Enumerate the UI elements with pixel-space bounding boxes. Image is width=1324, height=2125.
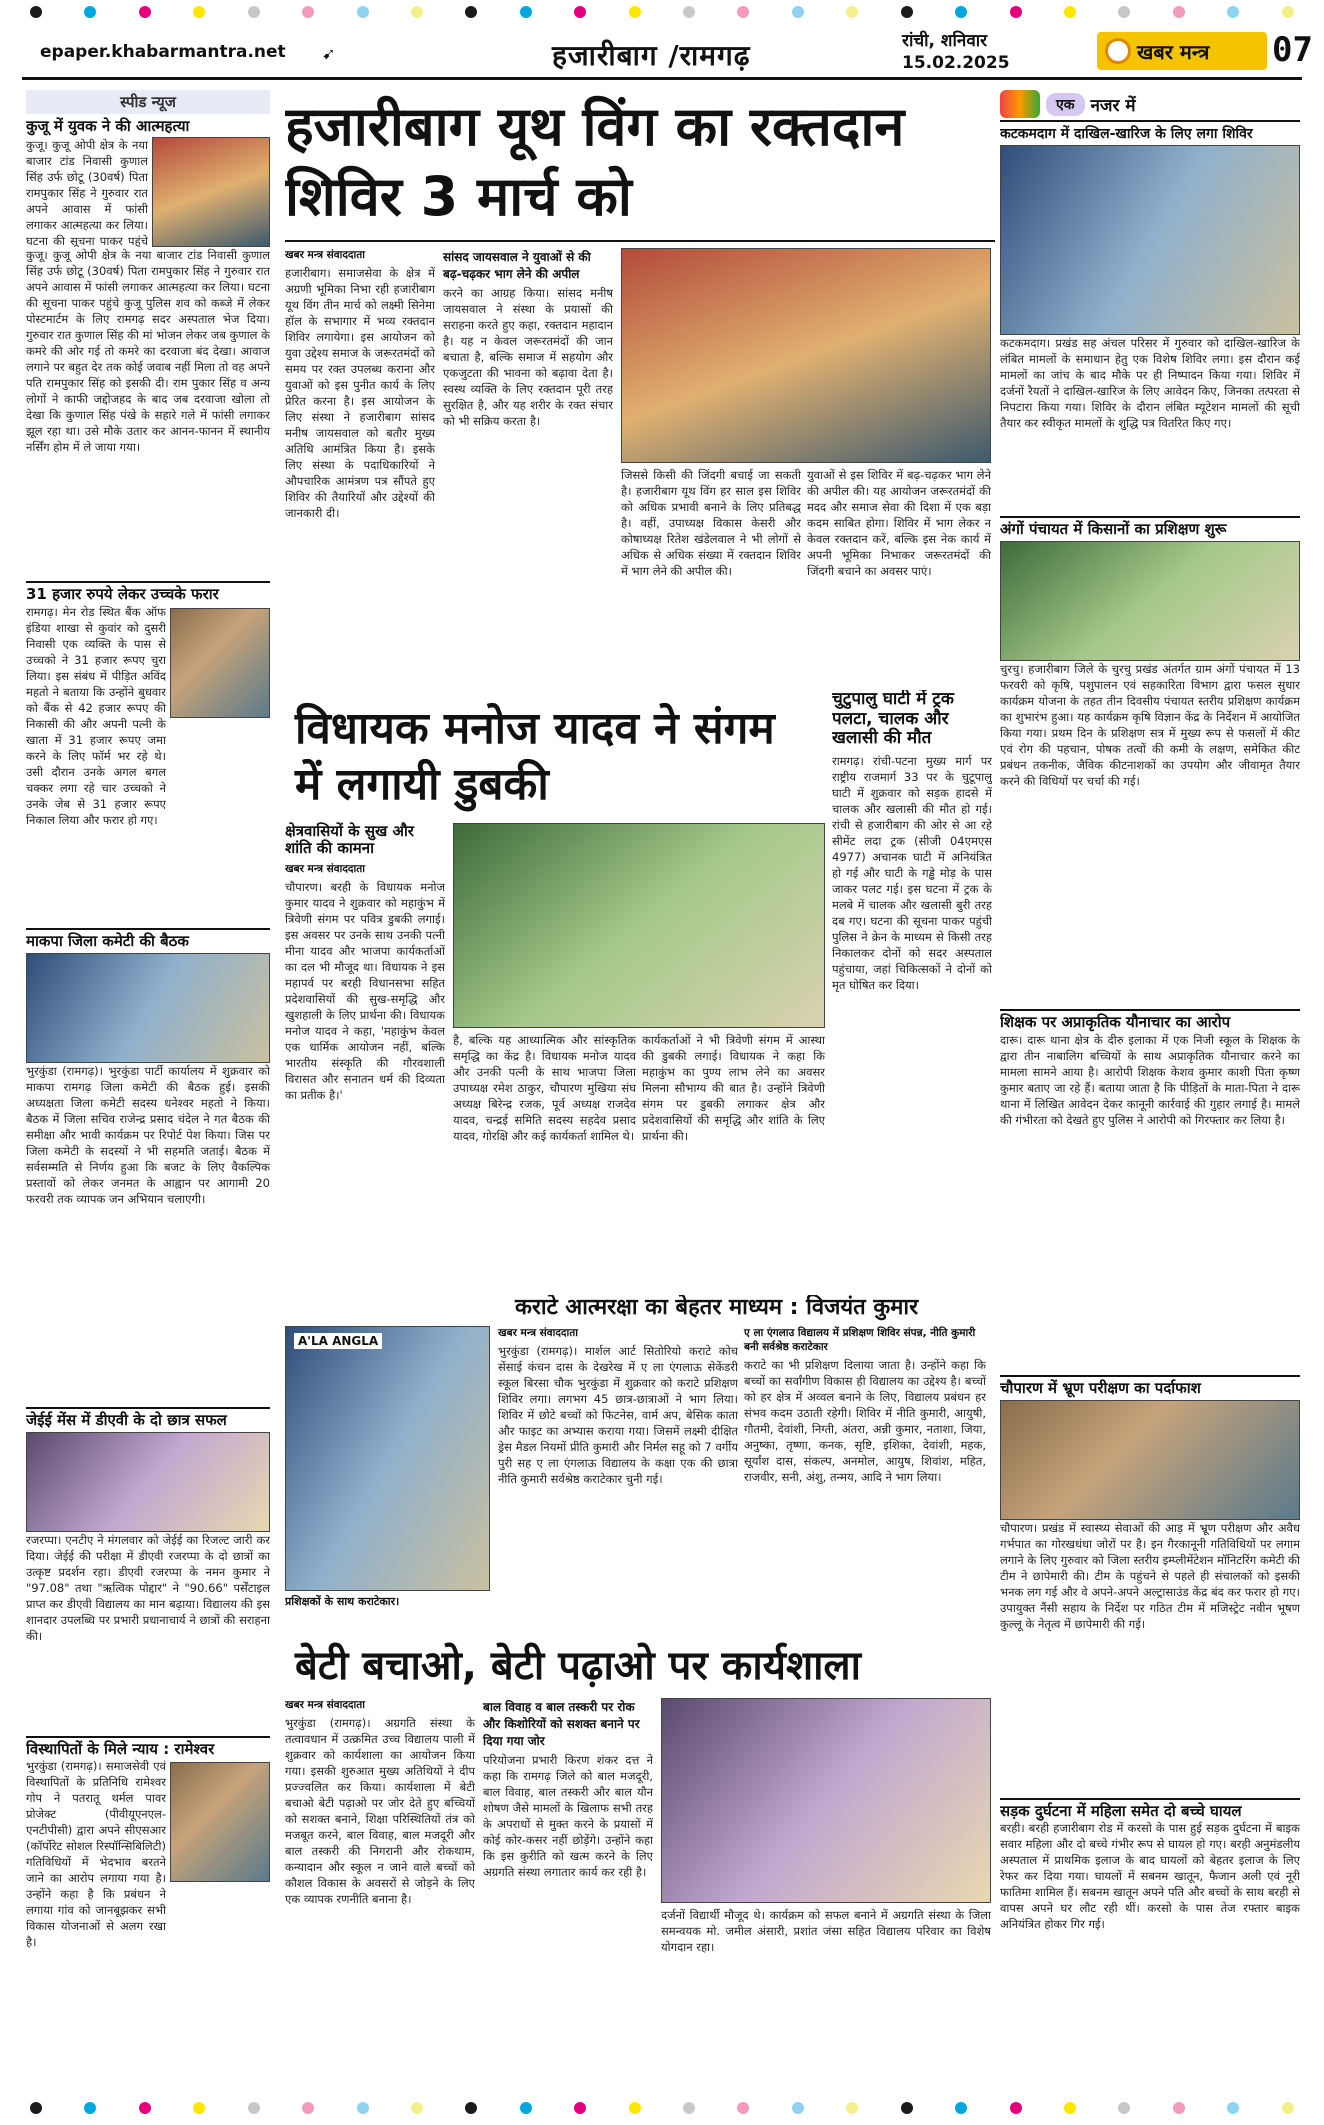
story-chouparan-headline: चौपारण में भ्रूण परीक्षण का पर्दाफाश — [1000, 1378, 1201, 1397]
registration-dot — [465, 6, 477, 18]
mla-body-1: चौपारण। बरही के विधायक मनोज कुमार यादव ने शुक्रवार को महाकुंभ में त्रिवेणी संगम पर पवित्र डुबकी लगाई। इस अवसर पर उनके साथ उनकी पत्नी मीना यादव और भाजपा कार्यकर्ताओं का दल भी मौजूद था। विधायक ने इस महापर्व पर बरही विधानसभा सहित प्रदेशवासियों की सुख-समृद्धि और खुशहाली के लिए प्रार्थना की। विधायक मनोज यादव ने कहा, 'महाकुंभ केवल एक धार्मिक आयोजन नहीं, बल्कि भारतीय संस्कृति की गौरवशाली विरासत और सनातन धर्म की दिव्यता का प्रतीक है।' — [285, 879, 445, 1102]
story-jee-body: रजरप्पा। एनटीए ने मंगलवार को जेईई का रिजल्ट जारी कर दिया। जेईई की परीक्षा में डीएवी रजरप्पा के दो छात्रों का उत्कृष्ट प्रदर्शन रहा। डीएवी रजरप्पा के नमन कुमार ने "97.08" तथा "ऋत्विक पोद्दार" ने "90.66" पर्सेंटाइल प्राप्त कर डीएवी विद्यालय का मान बढ़ाया। विद्यालय की इस शानदार उपलब्धि पर प्रभारी प्रधानाचार्य ने छात्रों की सराहना की। — [26, 1533, 270, 1643]
story-cpim-body: भुरकुंडा (रामगढ़)। भुरकुंडा पार्टी कार्यालय में शुक्रवार को माकपा रामगढ़ जिला कमेटी की बैठक हुई। इसकी अध्यक्षता जिला कमेटी सदस्य धनेश्वर महतो ने किया। बैठक में जिला सचिव राजेन्द्र प्रसाद चंदेल ने गत बैठक की समीक्षा और भावी कार्यक्रम पर रिपोर्ट पेश किया। जिस पर जिला कमेटी के सदस्यों ने भी सहमति जताई। बैठक में सर्वसम्मति से निर्णय हुआ कि बजट के लिए वैकल्पिक प्रस्तावों को लेकर जनमत के आह्वान पर आगामी 20 फरवरी तक व्यापक जन अभियान चलाएगी। — [26, 1063, 270, 1206]
speed-news-label: स्पीड न्यूज — [26, 90, 270, 114]
registration-dot — [846, 2102, 858, 2114]
registration-dot — [411, 6, 423, 18]
lead-body-2: करने का आग्रह किया। सांसद मनीष जायसवाल ने संस्था के प्रयासों की सराहना करते हुए कहा, रक्तदान महादान है। यह न केवल जरूरतमंदों की जान बचाता है, बल्कि समाज में सहयोग और एकजुटता की भावना को बढ़ावा देता है। स्वस्थ व्यक्ति के लिए रक्तदान पूरी तरह सुरक्षित है, और यह शरीर के रक्त संचार को भी सक्रिय करता है। — [443, 286, 613, 428]
beti-story — [285, 1640, 993, 2095]
story-teacher-headline: शिक्षक पर अप्राकृतिक यौनाचार का आरोप — [1000, 1013, 1231, 1032]
site-url[interactable]: epaper.khabarmantra.net — [40, 42, 286, 62]
lead-body-3: जिससे किसी की जिंदगी बचाई जा सकती है। हजारीबाग यूथ विंग हर साल इस शिविर को अधिक प्रभावी बनाने के लिए प्रतिबद्ध है। वहीं, उपाध्यक्ष विकास केसरी और कोषाध्यक्ष रितेश खंडेलवाल ने भी लोगों से अधिक से अधिक संख्या में रक्तदान शिविर में भाग लेने की अपील की। — [621, 468, 801, 578]
registration-dot — [792, 6, 804, 18]
cursor-icon: ➹ — [322, 44, 336, 63]
registration-dot — [1282, 6, 1294, 18]
karate-headline: कराटे आत्मरक्षा का बेहतर माध्यम : विजयंत कुमार — [515, 1295, 919, 1320]
beti-subhead: बाल विवाह व बाल तस्करी पर रोक और किशोरियों को सशक्त बनाने पर दिया गया जोर — [483, 1700, 640, 1748]
lead-subhead: सांसद जायसवाल ने युवाओं से की बढ़-चढ़कर भाग लेने की अपील — [443, 250, 591, 281]
masthead — [22, 28, 1313, 80]
accident-body: रामगढ़। रांची-पटना मुख्य मार्ग पर राष्ट्रीय राजमार्ग 33 पर के चुटूपालु घाटी में शुक्रवार को सड़क हादसे में चालक और खलासी की मौत हो गई। रांची से हजारीबाग की ओर से आ रहे सीमेंट लदा ट्रक (सीजी 04एमएस 4977) अचानक घाटी में अनियंत्रित हो गई और घाटी के गड्ढे मोड़ के पास जाकर पलट गई। इस घटना में ट्रक के मलबे में चालक और खलासी बुरी तरह दब गए। घटना की सूचना पाकर पहुंची पुलिस ने क्रेन के माध्यम से किसी तरह निकालकर दोनों को सदर अस्पताल पहुंचाया, जहां चिकित्सकों ने दोनों को मृत घोषित कर दिया। — [832, 753, 992, 992]
registration-dot — [901, 2102, 913, 2114]
karate-body-2: कराटे का भी प्रशिक्षण दिलाया जाता है। उन्होंने कहा कि बच्चों का सर्वांगीण विकास ही विद्यालय का उद्देश्य है। बच्चों को हर क्षेत्र में अव्वल बनाने के लिए, विद्यालय प्रबंधन हर संभव कदम उठाती रहेगी। शिविर में नीति कुमारी, आयुषी, गौतमी, देवांशी, निग्ती, अंतरा, अन्नी कुमार, नताशा, जिया, अनुष्का, तृष्णा, कनक, सृष्टि, इशिका, देवांशी, महक, सूर्यांश दास, संकल्प, अनमोल, आयुष, शिवांश, महित, राजवीर, सनी, अंशु, तन्मय, आदि ने भाग लिया। — [744, 1358, 986, 1485]
registration-dot — [1173, 2102, 1185, 2114]
logo-icon — [1105, 38, 1131, 64]
story-kuju-body: कुजू। कुजू ओपी क्षेत्र के नया बाजार टांड निवासी कुणाल सिंह उर्फ छोटू (30वर्ष) पिता रामपुकार सिंह ने गुरुवार रात अपने आवास में फांसी लगाकर आत्महत्या कर लिया। घटना की सूचना पाकर पहुंचे कुजू पुलिस शव को कब्जे में लेकर पोस्टमार्टम के लिए रामगढ़ सदर अस्पताल भेज दिया। गुरुवार रात कुणाल सिंह की मां भोजन लेकर जब कुणाल के कमरे की ओर गई तो कमरे का दरवाजा बंद देखा। आवाज लगाने पर बहुत देर तक कोई जवाब नहीं मिला तो वह अपने पति रामपुकार सिंह को इसकी दी। राम पुकार सिंह व अन्य लोगों ने काफी जद्दोजहद के बाद जब दरवाजा खोला तो देखा कि कुणाल सिंह पंखे के सहारे गले में फांसी लगाकर झूल रहा था। उसे मौके उतार कर आनन-फानन में स्थानीय नर्सिंग होम में ले जाया गया। — [26, 248, 270, 455]
story-kuju-headline: कुजू में युवक ने की आत्महत्या — [26, 117, 190, 135]
story-theft-photo — [170, 608, 270, 718]
story-chouparan-body: चौपारण। प्रखंड में स्वास्थ्य सेवाओं की आड़ में भ्रूण परीक्षण और अवैध गर्भपात का गोरखधंधा जोरों पर है। इन गैरकानूनी गतिविधियों पर लगाम लगाने के लिए गुरुवार को जिला स्तरीय इम्प्लीमेंटेशन मॉनिटरिंग कमेटी की टीम ने छापेमारी की। टीम के पहुंचने से पहले ही संचालकों को इसकी भनक लग गई और वे अपने-अपने अल्ट्रासाउंड केंद्र बंद कर फरार हो गए। उपायुक्त नैंसी सहाय के निर्देश पर गठित टीम में मजिस्ट्रेट नवीन भूषण कुल्लू के नेतृत्व में छापेमारी की गई। — [1000, 1520, 1300, 1631]
registration-dot — [302, 2102, 314, 2114]
beti-byline: खबर मन्त्र संवाददाता — [285, 1699, 365, 1711]
story-cpim-photo — [26, 953, 270, 1063]
lead-body-1: हजारीबाग। समाजसेवा के क्षेत्र में अग्रणी भूमिका निभा रही हजारीबाग यूथ विंग तीन मार्च को लक्ष्मी सिनेमा हॉल के सभागार में भव्य रक्तदान शिविर लगायेगा। इस आयोजन को युवा उद्देश्य समाज के जरूरतमंदों को समय पर रक्त उपलब्ध कराना और युवाओं को इस पुनीत कार्य के लिए प्रेरित करना है। इस आयोजन के लिए संस्था ने हजारीबाग सांसद मनीष जायसवाल को बतौर मुख्य अतिथि आमंत्रित किया है। इसके लिए संस्था के पदाधिकारियों ने औपचारिक आमंत्रण पत्र सौंपते हुए शिविर की तैयारियों और उद्देश्यों की जानकारी दी। — [285, 266, 435, 520]
registration-dots-top — [0, 6, 1324, 22]
accident-story — [832, 690, 992, 1285]
registration-dot — [683, 6, 695, 18]
beti-body-1: भुरकुंडा (रामगढ़)। अग्रगति संस्था के तत्वावधान में उत्क्रमित उच्च विद्यालय पाली में शुक्रवार को कार्यशाला का आयोजन किया गया। इसकी शुरुआत मुख्य अतिथियों ने दीप प्रज्ज्वलित कर किया। कार्यशाला में बेटी बचाओ बेटी पढ़ाओ पर जोर देते हुए बच्चियों को सशक्त बनाने, शिक्षा परिस्थितियों तंत्र को मजबूत करने, बाल विवाह, बाल मजदूरी और बाल तस्करी की निगरानी और रोकथाम, कन्यादान और स्कूल न जाने वाले बच्चों को कौशल विकास के अवसरों से जोड़ने के लिए एक व्यापक रणनीति बनाना है। — [285, 1716, 475, 1906]
registration-dot — [357, 2102, 369, 2114]
story-angon-body: चुरचु। हजारीबाग जिले के चुरचु प्रखंड अंतर्गत ग्राम अंगों पंचायत में 13 फरवरी को कृषि, पशुपालन एवं सहकारिता विभाग द्वारा फसल सुधार कार्यक्रम योजना के तहत तीन दिवसीय पंचायत स्तरीय प्रशिक्षण कार्यक्रम का शुभारंभ हुआ। यह कार्यक्रम कृषि विज्ञान केंद्र के निर्देशन में आयोजित किया गया। प्रथम दिन के प्रशिक्षण सत्र में मुख्य रूप से फसलों में कीट एवं रोग की पहचान, पोषक तत्वों की कमी के लक्षण, समेकित कीट प्रबंधन तकनीक, जैविक कीटनाशकों का उपयोग और जीवामृत तैयार करने की विधियों पर चर्चा की गई। — [1000, 662, 1300, 789]
registration-dot — [792, 2102, 804, 2114]
nazar-label: नजर में — [1090, 95, 1136, 116]
karate-photo — [285, 1326, 490, 1591]
story-kuju-intro: कुजू। कुजू ओपी क्षेत्र के नया बाजार टांड निवासी कुणाल सिंह उर्फ छोटू (30वर्ष) पिता रामपुकार सिंह ने गुरुवार रात अपने आवास में फांसी लगाकर आत्महत्या कर लिया। घटना की सूचना पाकर पहुंचे — [26, 138, 148, 248]
registration-dot — [1118, 6, 1130, 18]
mla-body-2: है, बल्कि यह आध्यात्मिक और सांस्कृतिक समृद्धि का केंद्र है। विधायक मनोज यादव और उनकी पत्नी के साथ भाजपा जिला उपाध्यक्ष रमेश ठाकुर, चौपारण मुखिया संघ अध्यक्ष बिरेन्द्र रजक, पूर्व अध्यक्ष राजदेव यादव, चन्द्रई समिति सदस्य सहदेव प्रसाद यादव, गोरक्षि और कई कार्यकर्ता शामिल थे। — [453, 1033, 636, 1143]
karate-caption: प्रशिक्षकों के साथ कराटेकार। — [285, 1595, 400, 1609]
karate-banner: A'LA ANGLA — [294, 1333, 382, 1349]
mla-body-3: कार्यकर्ताओं ने भी त्रिवेणी संगम में आस्था की डुबकी लगाई। विधायक ने कहा कि महाकुंभ का पुण्य लाभ लेने का अवसर मिलना सौभाग्य की बात है। उन्होंने त्रिवेणी संगम पर डुबकी लगाकर क्षेत्र और प्रदेशवासियों की समृद्धि और शांति के लिए प्रार्थना की। — [642, 1033, 825, 1143]
karate-byline: खबर मन्त्र संवाददाता — [498, 1327, 578, 1340]
mla-subhead: क्षेत्रवासियों के सुख और शांति की कामना — [285, 822, 414, 858]
registration-dot — [955, 6, 967, 18]
registration-dot — [574, 6, 586, 18]
accident-headline: चुटुपालु घाटी में ट्रक पलटा, चालक और खलासी की मौत — [832, 690, 954, 749]
story-kuju-photo — [152, 137, 270, 247]
story-chouparan-photo — [1000, 1400, 1300, 1520]
registration-dot — [357, 6, 369, 18]
ek-nazar-banner — [1000, 90, 1300, 122]
beti-headline: बेटी बचाओ, बेटी पढ़ाओ पर कार्यशाला — [295, 1643, 861, 1689]
city-day: रांची, शनिवार — [902, 31, 988, 51]
registration-dot — [193, 6, 205, 18]
registration-dot — [465, 2102, 477, 2114]
date-block — [902, 30, 1010, 74]
registration-dot — [683, 2102, 695, 2114]
registration-dot — [411, 2102, 423, 2114]
story-angon-headline: अंगों पंचायत में किसानों का प्रशिक्षण शुरू — [1000, 520, 1227, 539]
story-road-accident-headline: सड़क दुर्घटना में महिला समेत दो बच्चे घायल — [1000, 1801, 1242, 1820]
lead-byline: खबर मन्त्र संवाददाता — [285, 249, 365, 261]
registration-dot — [1010, 2102, 1022, 2114]
registration-dot — [248, 2102, 260, 2114]
mla-photo-sangam — [453, 823, 825, 1028]
story-theft-headline: 31 हजार रुपये लेकर उच्चके फरार — [26, 585, 219, 604]
registration-dot — [302, 6, 314, 18]
story-road-accident-body: बरही। बरही हजारीबाग रोड में करसो के पास हुई सड़क दुर्घटना में बाइक सवार महिला और दो बच्चे गंभीर रूप से घायल हो गए। बरही अनुमंडलीय अस्पताल में प्राथमिक इलाज के बाद घायलों को बेहतर इलाज के लिए रेफर कर दिया गया। घायलों में सबनम खातून, फैजान अली एवं नूरी फातिमा शामिल हैं। सबनम खातून अपने पति और बच्चों के साथ बरही से वापस अपने घर लौट रही थीं। करसो के पास तेज रफ्तार बाइक अनियंत्रित होकर गिर गई। — [1000, 1821, 1300, 1932]
registration-dot — [1173, 6, 1185, 18]
registration-dot — [737, 2102, 749, 2114]
lead-headline: हजारीबाग यूथ विंग का रक्तदान शिविर 3 मार्च को — [285, 95, 905, 228]
registration-dot — [629, 2102, 641, 2114]
registration-dot — [139, 2102, 151, 2114]
registration-dot — [1010, 6, 1022, 18]
story-jee-headline: जेईई मेंस में डीएवी के दो छात्र सफल — [26, 1410, 227, 1429]
brand-name: खबर मन्त्र — [1137, 39, 1210, 64]
registration-dot — [84, 6, 96, 18]
story-cpim-headline: माकपा जिला कमेटी की बैठक — [26, 931, 189, 950]
mla-story — [285, 695, 825, 1285]
story-rameshwar-headline: विस्थापितों के मिले न्याय : रामेश्वर — [26, 1740, 215, 1758]
karate-body-1: भुरकुंडा (रामगढ़)। मार्शल आर्ट सितोरियो कराटे कोच सेंसाई कंचन दास के देखरेख में ए ला एंगलाऊ सेकेंडरी स्कूल बिरसा चौक भुरकुंडा में शुक्रवार को कराटे प्रशिक्षण शिविर लगा। लगभग 45 छात्र-छात्राओं ने भाग लिया। शिविर में छोटे बच्चों को फिटनेस, वार्म अप, बेसिक काता और फाइट का अभ्यास कराया गया। जिसमें लक्ष्मी दीक्षित ड्रेस मैडल नियमों प्रीति कुमारी और निर्मल सहू को 7 वर्गीय पुरी सह ए ला एंगलाऊ विद्यालय के कक्षा एक की छात्रा नीति कुमारी सर्वश्रेष्ठ कराटेकार चुनी गई। — [498, 1344, 738, 1487]
registration-dot — [84, 2102, 96, 2114]
registration-dots-bottom — [0, 2102, 1324, 2118]
registration-dot — [30, 2102, 42, 2114]
lead-body-4: युवाओं से इस शिविर में बढ़-चढ़कर भाग लेने की अपील की। यह आयोजन जरूरतमंदों की मदद और समाज सेवा की दिशा में एक बड़ा कदम साबित होगा। शिविर में भाग लेकर न केवल रक्तदान करें, बल्कि इस नेक कार्य में अपनी भूमिका निभाकर जरूरतमंदों की जिंदगी बचाने का अवसर पाएं। — [807, 468, 991, 578]
lead-photo-blood-donation-invite — [621, 248, 991, 463]
ek-label: एक — [1046, 93, 1085, 116]
beti-caption: दर्जनों विद्यार्थी मौजूद थे। कार्यक्रम को सफल बनाने में अग्रगति संस्था के जिला समन्वयक मो. जमील अंसारी, प्रशांत जंसा सहित विद्यालय परिवार का विशेष योगदान रहा। — [661, 1908, 991, 1954]
karate-subhead: ए ला एंगलाउ विद्यालय में प्रशिक्षण शिविर संपन्न, नीति कुमारी बनी सर्वश्रेष्ठ कराटेकार — [744, 1327, 976, 1354]
registration-dot — [248, 6, 260, 18]
registration-dot — [1282, 2102, 1294, 2114]
registration-dot — [30, 6, 42, 18]
registration-dot — [1064, 2102, 1076, 2114]
registration-dot — [520, 2102, 532, 2114]
registration-dot — [574, 2102, 586, 2114]
right-column — [1000, 90, 1300, 2095]
registration-dot — [955, 2102, 967, 2114]
banner-graphic — [1000, 90, 1040, 118]
brand-logo — [1097, 32, 1267, 70]
registration-dot — [1118, 2102, 1130, 2114]
edition-title: हजारीबाग /रामगढ़ — [552, 39, 751, 72]
karate-story — [285, 1295, 993, 1630]
registration-dot — [193, 2102, 205, 2114]
mla-byline: खबर मन्त्र संवाददाता — [285, 862, 365, 875]
left-column — [26, 90, 270, 2095]
registration-dot — [629, 6, 641, 18]
story-rameshwar-photo — [170, 1762, 270, 1882]
registration-dot — [1064, 6, 1076, 18]
lead-story — [285, 92, 995, 687]
story-teacher-body: दारू। दारू थाना क्षेत्र के दीरु इलाका में एक निजी स्कूल के शिक्षक के द्वारा तीन नाबालिग बच्चियों के साथ अप्राकृतिक यौनाचार करने का मामला सामने आया है। आरोपी शिक्षक केशव कुमार काशी पिता कृष्ण कुमार बताए जा रहे हैं। बताया जाता है कि पीड़ितों के माता-पिता ने दारू थाना में लिखित आवेदन देकर कानूनी कार्रवाई की गुहार लगाई है। मामले की गंभीरता को देखते हुए पुलिस ने आरोपी को गिरफ्तार कर लिया है। — [1000, 1032, 1300, 1127]
registration-dot — [1227, 2102, 1239, 2114]
registration-dot — [1227, 6, 1239, 18]
story-katkamdag-photo — [1000, 145, 1300, 335]
story-jee-photo — [26, 1432, 270, 1532]
beti-body-2: परियोजना प्रभारी किरण शंकर दत्त ने कहा कि रामगढ़ जिले को बाल मजदूरी, बाल विवाह, बाल तस्करी और बाल यौन शोषण जैसे मामलों के खिलाफ सभी तरह के अपराधों से मुक्त करने के प्रयासों में कोई कोर-कसर नहीं छोड़ेंगे। उन्होंने कहा कि इस कुरीति को खत्म करने के लिए अग्रगति संस्था लगातार कार्य कर रही है। — [483, 1753, 653, 1879]
story-angon-photo — [1000, 541, 1300, 661]
issue-date: 15.02.2025 — [902, 53, 1010, 73]
registration-dot — [520, 6, 532, 18]
story-rameshwar-body: भुरकुंडा (रामगढ़)। समाजसेवी एवं विस्थापितों के प्रतिनिधि रामेश्वर गोप ने पतरातू थर्मल पावर प्रोजेक्ट (पीवीयूएनएल-एनटीपीसी) द्वारा अपने सीएसआर (कॉर्पोरेट सोशल रिस्पॉन्सिबिलिटी) गतिविधियों में भेदभाव बरतने जाने का आरोप लगाया गया है। उन्होंने कहा है कि प्रबंधन ने लगाया गांव को जानबूझकर सभी विकास योजनाओं से अलग रखा है। — [26, 1759, 166, 1950]
mla-headline: विधायक मनोज यादव ने संगम में लगायी डुबकी — [295, 703, 775, 810]
registration-dot — [901, 6, 913, 18]
registration-dot — [846, 6, 858, 18]
story-theft-body: रामगढ़। मेन रोड स्थित बैंक ऑफ इंडिया शाखा से कुवांर को दुसरी निवासी एक व्यक्ति के पास से उच्चको ने 31 हजार रूपए चुरा लिया। इस संबंध में पीड़ित अविंद महतो ने बताया कि उन्होंने बुधवार को बैंक से 42 हजार रूपए की निकासी की और अपनी पत्नी के खाता में 31 हजार रूपए जमा करने के लिए फॉर्म भर रहे थे। उसी दौरान उनके अगल बगल चक्कर लगा रहे चार उच्चको ने उनके जेब से 31 हजार रूपए निकाल लिया और फरार हो गए। — [26, 604, 166, 827]
story-katkamdag-headline: कटकमदाग में दाखिल-खारिज के लिए लगा शिविर — [1000, 126, 1253, 142]
registration-dot — [737, 6, 749, 18]
story-katkamdag-body: कटकमदाग। प्रखंड सह अंचल परिसर में गुरुवार को दाखिल-खारिज के लंबित मामलों के समाधान हेतु एक विशेष शिविर लगा। इस दौरान कई मामलों का जांच के बाद मौके पर ही निष्पादन किया गया। शिविर में दर्जनों रैयतों ने दाखिल-खारिज के लिए आवेदन किए, जिनका तत्परता से निपटारा किया गया। शिविर के दौरान लंबित म्यूटेशन मामलों की सूची तैयार कर स्वीकृत मामलों के शुद्धि पत्र वितरित किए गए। — [1000, 336, 1300, 431]
page-number: 07 — [1272, 30, 1313, 70]
registration-dot — [139, 6, 151, 18]
beti-photo-workshop — [661, 1698, 991, 1903]
